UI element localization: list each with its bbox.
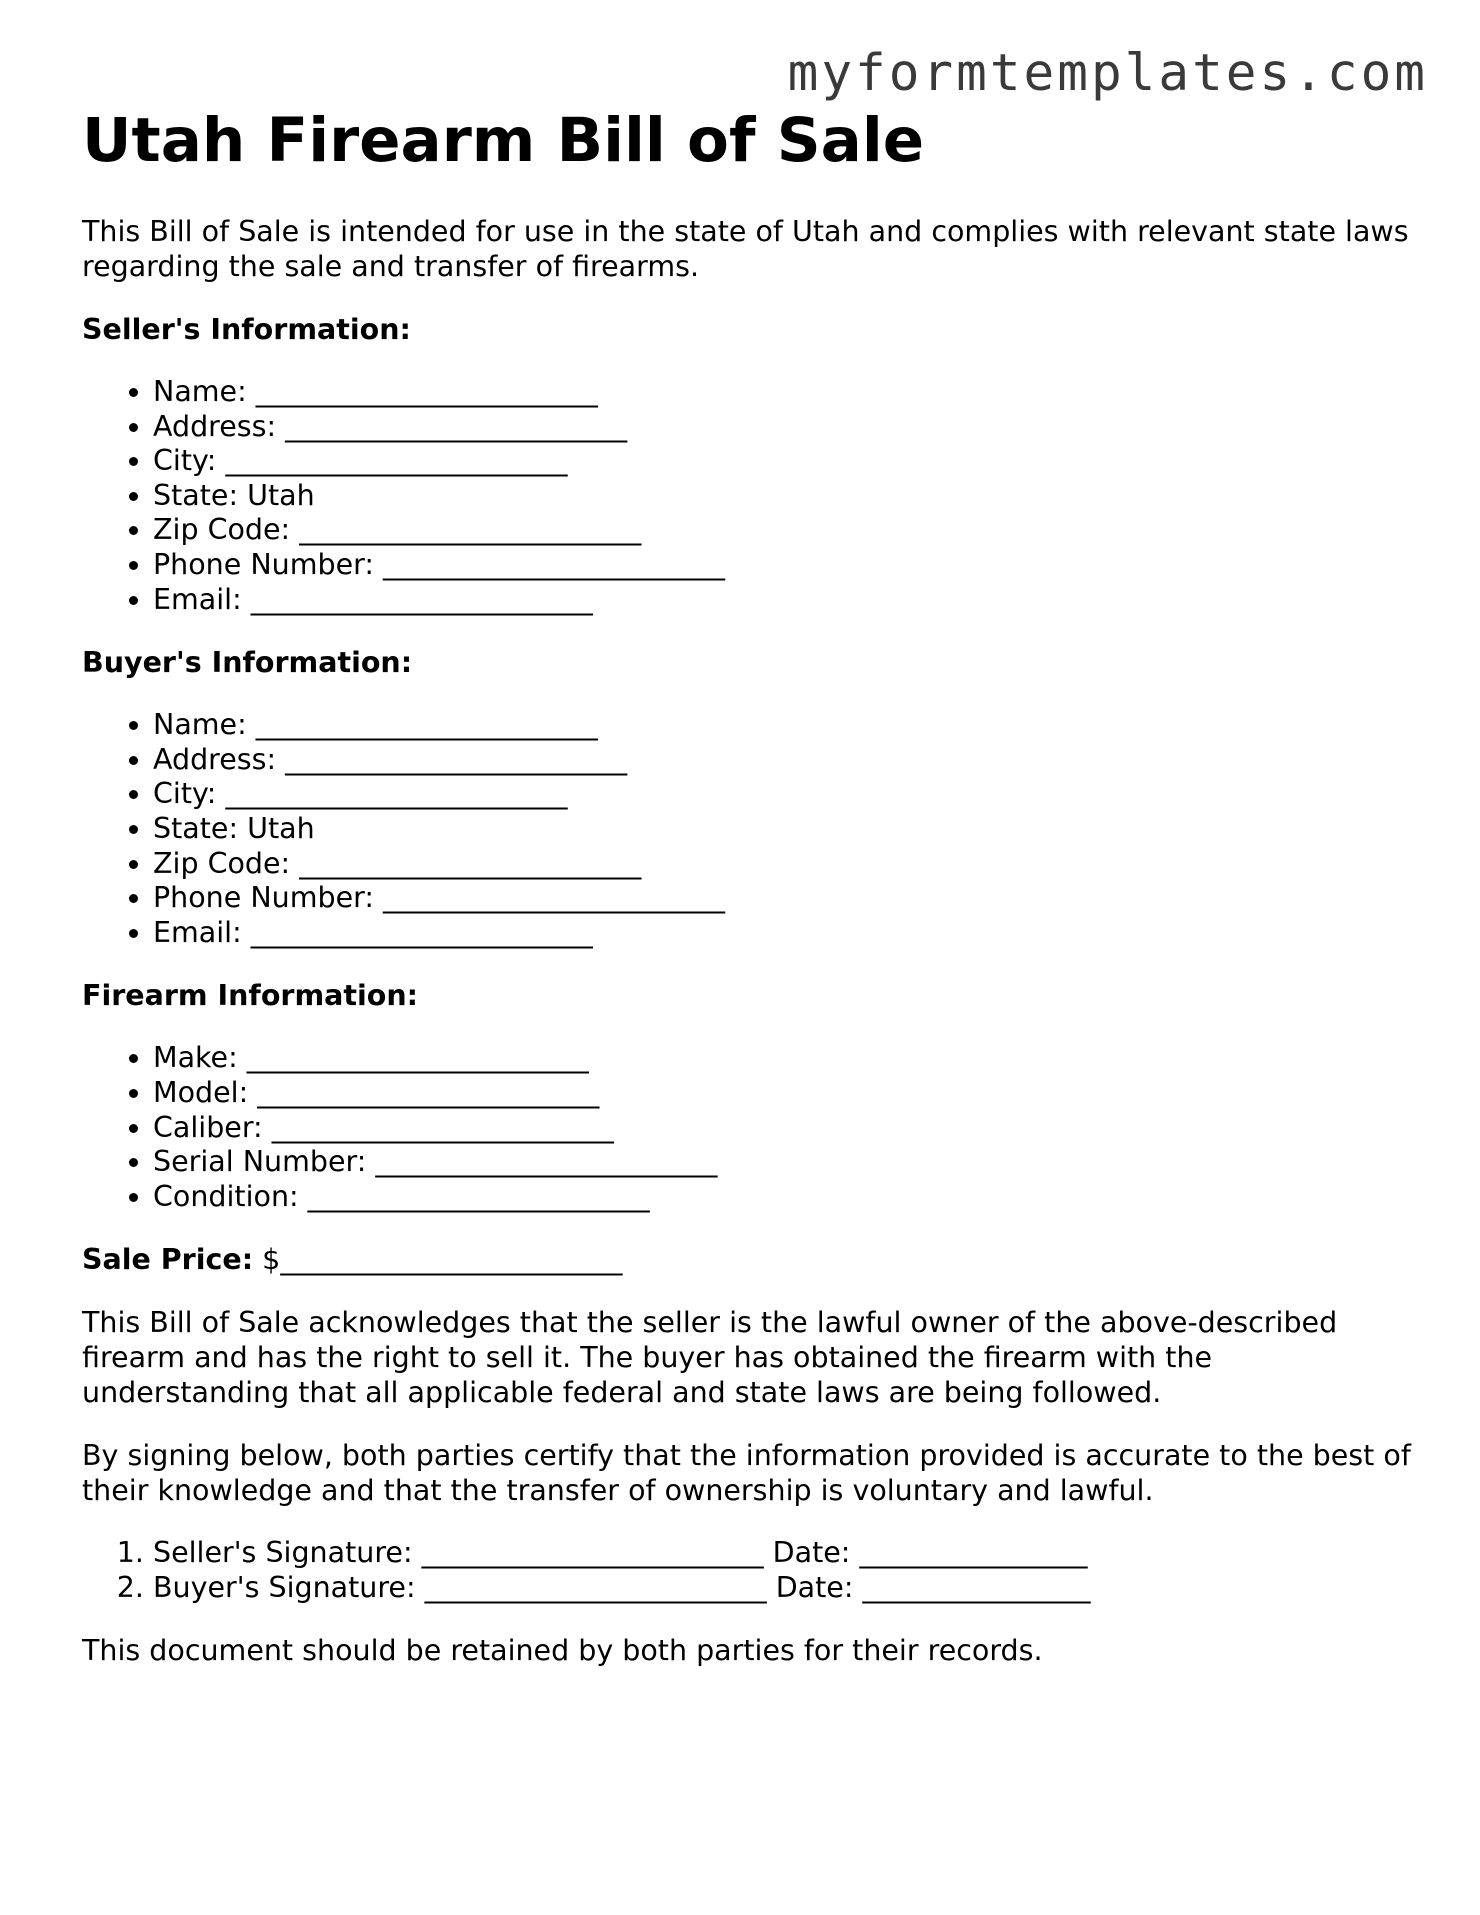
- seller-section-heading: Seller's Information:: [82, 313, 411, 346]
- buyer-name-field: • Name: ________________________: [153, 708, 1412, 743]
- buyer-zip-blank[interactable]: ________________________: [299, 846, 642, 880]
- buyer-email-blank[interactable]: ________________________: [250, 915, 593, 949]
- buyer-zip-field: • Zip Code: ________________________: [153, 847, 1412, 882]
- seller-phone-blank[interactable]: ________________________: [383, 547, 725, 581]
- buyer-address-field: • Address: ________________________: [153, 743, 1412, 778]
- seller-city-field: • City: ________________________: [153, 444, 1412, 479]
- document-title: Utah Firearm Bill of Sale: [82, 105, 925, 176]
- seller-signature-blank[interactable]: ________________________: [421, 1536, 764, 1570]
- buyer-signature-blank[interactable]: ________________________: [424, 1570, 767, 1604]
- seller-state-value: Utah: [247, 478, 315, 512]
- seller-address-blank[interactable]: ________________________: [285, 409, 628, 443]
- buyer-fields-list: [82, 708, 1412, 950]
- seller-state-field: • State: Utah: [153, 479, 1412, 514]
- intro-paragraph: This Bill of Sale is intended for use in the state of Utah and complies with relevant state laws regarding the sale and transfer of firearms.: [82, 215, 1409, 283]
- buyer-phone-field: • Phone Number: ________________________: [153, 881, 1412, 916]
- seller-email-field: • Email: ________________________: [153, 583, 1412, 618]
- sale-price-line: [82, 1242, 1412, 1277]
- seller-fields-list: [82, 375, 1412, 617]
- seller-name-field: • Name: ________________________: [153, 375, 1412, 410]
- firearm-model-blank[interactable]: ________________________: [257, 1075, 600, 1109]
- buyer-email-field: • Email: ________________________: [153, 916, 1412, 951]
- bill-of-sale-document: [82, 104, 1412, 1668]
- seller-signature-item: 1. Seller's Signature: ________________________ Date: ________________: [153, 1536, 1412, 1571]
- buyer-state-value: Utah: [247, 811, 315, 845]
- firearm-serial-blank[interactable]: ________________________: [375, 1145, 718, 1179]
- seller-address-field: • Address: ________________________: [153, 410, 1412, 445]
- buyer-city-field: • City: ________________________: [153, 777, 1412, 812]
- sale-price-label: Sale Price:: [82, 1243, 254, 1277]
- seller-zip-blank[interactable]: ________________________: [299, 513, 642, 547]
- seller-phone-field: • Phone Number: ________________________: [153, 548, 1412, 583]
- buyer-state-field: • State: Utah: [153, 812, 1412, 847]
- firearm-serial-field: • Serial Number: ________________________: [153, 1145, 1412, 1180]
- firearm-make-field: • Make: ________________________: [153, 1041, 1412, 1076]
- firearm-caliber-field: • Caliber: ________________________: [153, 1111, 1412, 1146]
- signature-list: [82, 1536, 1412, 1605]
- firearm-condition-field: • Condition: ________________________: [153, 1180, 1412, 1215]
- seller-zip-field: • Zip Code: ________________________: [153, 513, 1412, 548]
- buyer-date-blank[interactable]: ________________: [862, 1570, 1091, 1604]
- footer-note: This document should be retained by both parties for their records.: [82, 1634, 1043, 1668]
- acknowledgment-paragraph: This Bill of Sale acknowledges that the seller is the lawful owner of the above-described firearm and has the right to sell it. The buyer has obtained the firearm with the understanding that all applicable federal and state laws are being followed.: [82, 1306, 1338, 1410]
- buyer-signature-item: 2. Buyer's Signature: ________________________ Date: ________________: [153, 1571, 1412, 1606]
- buyer-address-blank[interactable]: ________________________: [285, 742, 628, 776]
- seller-email-blank[interactable]: ________________________: [250, 582, 593, 616]
- seller-name-blank[interactable]: ________________________: [255, 375, 598, 408]
- sale-price-blank[interactable]: $________________________: [253, 1243, 623, 1277]
- firearm-fields-list: [82, 1041, 1412, 1214]
- buyer-section-heading: Buyer's Information:: [82, 646, 413, 680]
- firearm-make-blank[interactable]: ________________________: [246, 1041, 589, 1075]
- buyer-phone-blank[interactable]: ________________________: [383, 881, 725, 915]
- buyer-city-blank[interactable]: ________________________: [225, 777, 568, 811]
- firearm-section-heading: Firearm Information:: [82, 979, 419, 1013]
- seller-date-blank[interactable]: ________________: [859, 1536, 1088, 1570]
- seller-city-blank[interactable]: ________________________: [225, 444, 568, 478]
- certification-paragraph: By signing below, both parties certify that the information provided is accurate to the best of their knowledge and that the transfer of ownership is voluntary and lawful.: [82, 1439, 1411, 1508]
- firearm-condition-blank[interactable]: ________________________: [307, 1179, 650, 1213]
- buyer-name-blank[interactable]: ________________________: [255, 708, 598, 742]
- site-watermark: myformtemplates.com: [787, 44, 1428, 103]
- firearm-model-field: • Model: ________________________: [153, 1076, 1412, 1111]
- firearm-caliber-blank[interactable]: ________________________: [271, 1110, 614, 1144]
